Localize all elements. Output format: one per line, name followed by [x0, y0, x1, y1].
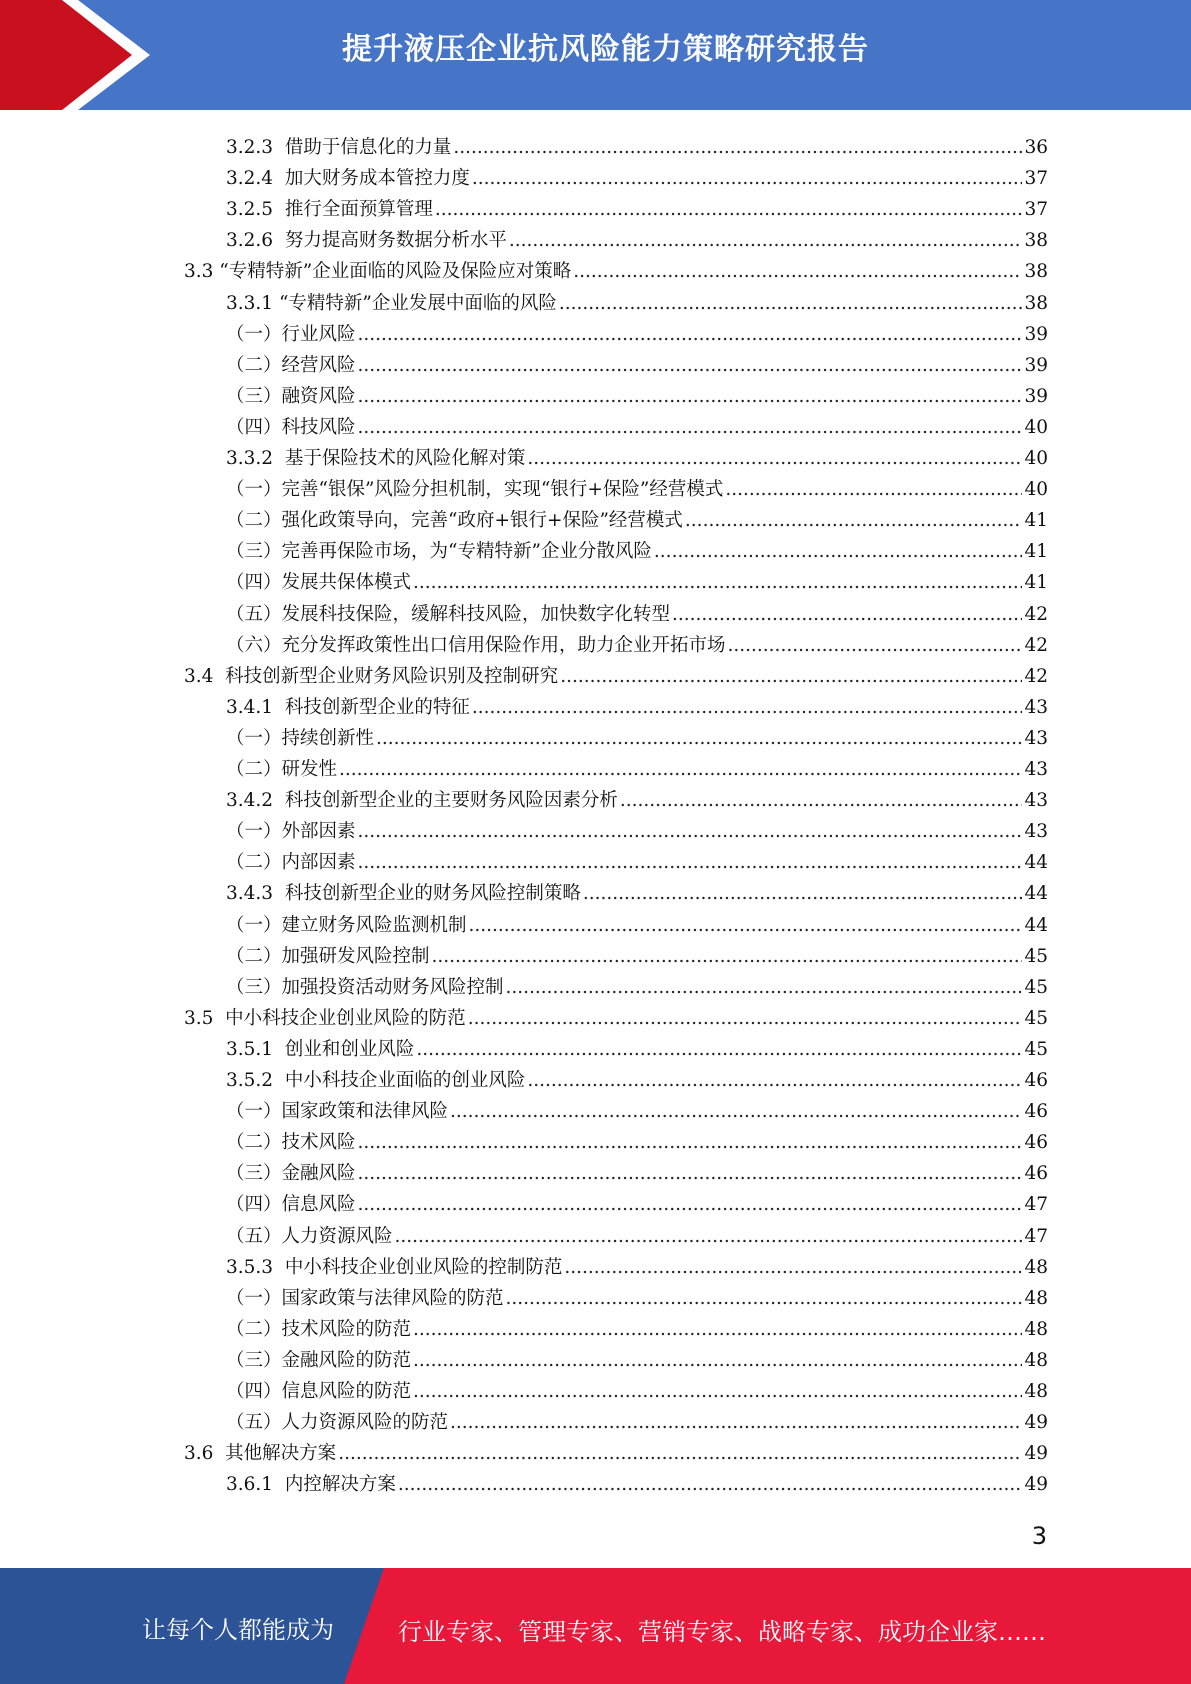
toc-entry-page: 42	[1024, 603, 1048, 625]
toc-entry[interactable]	[226, 1372, 1048, 1403]
toc-entry-title: （二）加强研发风险控制	[226, 945, 430, 967]
toc-entry-page: 46	[1024, 1070, 1048, 1091]
toc-entry-page: 43	[1024, 821, 1048, 843]
toc-entry-title: （三）融资风险	[226, 385, 356, 407]
toc-entry-title: （一）外部因素	[226, 821, 356, 843]
toc-entry-title: （二）经营风险	[226, 354, 356, 376]
toc-entry-page: 42	[1024, 665, 1048, 687]
toc-dot-leader	[358, 852, 1023, 874]
toc-entry-page: 41	[1024, 510, 1048, 532]
toc-entry-title: 3.2.5 推行全面预算管理	[226, 199, 433, 221]
toc-dot-leader	[506, 977, 1023, 999]
toc-entry[interactable]	[184, 252, 1048, 283]
toc-entry[interactable]	[226, 1341, 1048, 1372]
toc-entry-title: 3.2.4 加大财务成本管控力度	[226, 168, 470, 190]
toc-entry-page: 45	[1024, 976, 1048, 998]
toc-entry[interactable]	[226, 719, 1048, 750]
toc-dot-leader	[685, 510, 1023, 532]
toc-entry-page: 49	[1024, 1443, 1048, 1465]
toc-dot-leader	[573, 261, 1022, 283]
toc-entry[interactable]	[184, 1434, 1048, 1465]
toc-entry-page: 37	[1024, 168, 1048, 190]
toc-entry-page: 40	[1024, 448, 1048, 469]
footer-slogan-right: 行业专家、管理专家、营销专家、战略专家、成功企业家……	[398, 1618, 1046, 1646]
toc-entry[interactable]	[226, 563, 1048, 594]
toc-dot-leader	[469, 915, 1023, 937]
toc-entry-title: （三）金融风险的防范	[226, 1349, 412, 1371]
toc-entry-title: 3.6.1 内控解决方案	[226, 1474, 396, 1496]
toc-entry-page: 39	[1024, 323, 1048, 345]
toc-dot-leader	[506, 1288, 1023, 1310]
toc-entry-page: 48	[1024, 1287, 1048, 1309]
toc-entry[interactable]	[226, 1092, 1048, 1123]
toc-entry[interactable]	[226, 1154, 1048, 1185]
toc-entry-page: 39	[1024, 354, 1048, 376]
report-title: 提升液压企业抗风险能力策略研究报告	[342, 32, 869, 67]
toc-entry-title: （一）完善“银保”风险分担机制，实现“银行+保险”经营模式	[226, 479, 724, 501]
toc-entry-title: 3.4.2 科技创新型企业的主要财务风险因素分析	[226, 790, 618, 812]
toc-entry[interactable]	[226, 1279, 1048, 1310]
toc-dot-leader	[358, 324, 1023, 346]
toc-dot-leader	[358, 355, 1023, 377]
toc-entry-page: 40	[1024, 479, 1048, 501]
toc-entry[interactable]	[226, 781, 1048, 812]
toc-entry-title: （三）完善再保险市场，为“专精特新”企业分散风险	[226, 541, 652, 563]
toc-entry-page: 41	[1024, 572, 1048, 594]
toc-entry[interactable]	[226, 1217, 1048, 1248]
toc-dot-leader	[453, 137, 1022, 159]
page-number: 3	[1031, 1522, 1047, 1550]
toc-entry-title: 3.4.3 科技创新型企业的财务风险控制策略	[226, 883, 581, 905]
toc-entry-title: （一）持续创新性	[226, 727, 375, 749]
toc-entry[interactable]	[226, 843, 1048, 874]
toc-dot-leader	[728, 635, 1023, 657]
footer-slogan-left: 让每个人都能成为	[142, 1616, 334, 1644]
toc-dot-leader	[564, 1257, 1022, 1279]
toc-dot-leader	[413, 1350, 1022, 1372]
toc-dot-leader	[583, 883, 1023, 905]
page-footer	[0, 1568, 1191, 1684]
toc-entry-title: （三）加强投资活动财务风险控制	[226, 976, 504, 998]
toc-entry-page: 36	[1024, 137, 1048, 158]
toc-entry-page: 48	[1024, 1318, 1048, 1340]
toc-entry[interactable]	[226, 750, 1048, 781]
toc-dot-leader	[413, 572, 1022, 594]
toc-entry-title: 3.5.1 创业和创业风险	[226, 1038, 415, 1060]
toc-entry-title: 3.5 中小科技企业创业风险的防范	[184, 1007, 466, 1029]
toc-entry[interactable]	[184, 657, 1048, 688]
toc-entry-title: （六）充分发挥政策性出口信用保险作用，助力企业开拓市场	[226, 634, 726, 656]
toc-dot-leader	[472, 697, 1023, 719]
toc-entry-page: 49	[1024, 1474, 1048, 1496]
toc-entry[interactable]	[226, 532, 1048, 563]
toc-dot-leader	[559, 293, 1023, 315]
toc-entry[interactable]	[226, 1310, 1048, 1341]
toc-dot-leader	[472, 168, 1023, 190]
toc-entry[interactable]	[226, 1061, 1048, 1092]
toc-dot-leader	[339, 759, 1022, 781]
toc-entry[interactable]	[226, 408, 1048, 439]
toc-entry-page: 48	[1024, 1349, 1048, 1371]
toc-dot-leader	[450, 1101, 1022, 1123]
toc-entry-title: 3.2.3 借助于信息化的力量	[226, 137, 452, 158]
toc-entry-title: （五）发展科技保险，缓解科技风险，加快数字化转型	[226, 603, 671, 625]
toc-dot-leader	[358, 386, 1023, 408]
toc-entry-title: （一）行业风险	[226, 323, 356, 345]
toc-entry-page: 42	[1024, 634, 1048, 656]
toc-entry-page: 37	[1024, 199, 1048, 221]
toc-entry-title: （二）技术风险的防范	[226, 1318, 412, 1340]
toc-entry[interactable]	[226, 159, 1048, 190]
toc-entry[interactable]	[226, 470, 1048, 501]
toc-entry[interactable]	[226, 688, 1048, 719]
toc-dot-leader	[527, 448, 1022, 470]
toc-entry-title: （五）人力资源风险	[226, 1225, 393, 1247]
toc-entry-page: 45	[1024, 1038, 1048, 1060]
toc-entry-title: 3.3.2 基于保险技术的风险化解对策	[226, 448, 526, 469]
toc-dot-leader	[338, 1443, 1022, 1465]
toc-entry-page: 46	[1024, 1163, 1048, 1185]
toc-dot-leader	[468, 1008, 1023, 1030]
toc-entry-title: 3.5.3 中小科技企业创业风险的控制防范	[226, 1256, 563, 1278]
toc-entry-page: 44	[1024, 852, 1048, 874]
toc-dot-leader	[725, 479, 1022, 501]
toc-entry-title: 3.3 “专精特新”企业面临的风险及保险应对策略	[184, 261, 572, 283]
toc-entry[interactable]	[226, 501, 1048, 532]
toc-entry[interactable]	[226, 315, 1048, 346]
toc-entry-title: 3.3.1 “专精特新”企业发展中面临的风险	[226, 292, 557, 314]
page-header	[0, 0, 1191, 110]
toc-entry[interactable]	[226, 812, 1048, 843]
toc-entry[interactable]	[226, 968, 1048, 999]
toc-dot-leader	[654, 541, 1023, 563]
toc-entry[interactable]	[226, 1403, 1048, 1434]
toc-entry-page: 40	[1024, 416, 1048, 438]
toc-entry-title: （五）人力资源风险的防范	[226, 1412, 449, 1434]
toc-entry-title: （一）国家政策和法律风险	[226, 1101, 449, 1123]
toc-entry-page: 44	[1024, 914, 1048, 936]
toc-entry-title: （四）发展共保体模式	[226, 572, 412, 594]
toc-entry-page: 38	[1024, 261, 1048, 283]
toc-dot-leader	[358, 1132, 1023, 1154]
toc-entry-title: （二）强化政策导向，完善“政府+银行+保险”经营模式	[226, 510, 683, 532]
toc-entry-title: （三）金融风险	[226, 1163, 356, 1185]
toc-entry-page: 39	[1024, 385, 1048, 407]
toc-entry-title: 3.4.1 科技创新型企业的特征	[226, 696, 470, 718]
toc-entry[interactable]	[226, 128, 1048, 159]
toc-entry-title: （二）研发性	[226, 759, 338, 780]
toc-entry-title: （四）信息风险的防范	[226, 1381, 412, 1402]
toc-entry-page: 43	[1024, 727, 1048, 749]
toc-entry[interactable]	[226, 346, 1048, 377]
toc-dot-leader	[672, 604, 1022, 626]
toc-entry-title: 3.6 其他解决方案	[184, 1443, 337, 1465]
toc-dot-leader	[358, 417, 1023, 439]
toc-dot-leader	[450, 1412, 1022, 1434]
toc-entry-title: （四）科技风险	[226, 416, 356, 438]
toc-entry-page: 46	[1024, 1132, 1048, 1154]
toc-dot-leader	[416, 1039, 1022, 1061]
toc-dot-leader	[560, 666, 1022, 688]
toc-entry-page: 47	[1024, 1225, 1048, 1247]
toc-dot-leader	[395, 1226, 1023, 1248]
toc-entry-title: （一）国家政策与法律风险的防范	[226, 1287, 504, 1309]
toc-entry[interactable]	[226, 626, 1048, 657]
toc-entry[interactable]	[226, 284, 1048, 315]
toc-entry-title: 3.4 科技创新型企业财务风险识别及控制研究	[184, 665, 559, 687]
toc-entry[interactable]	[226, 874, 1048, 905]
toc-dot-leader	[435, 199, 1023, 221]
toc-entry[interactable]	[226, 1123, 1048, 1154]
toc-entry[interactable]	[184, 999, 1048, 1030]
toc-dot-leader	[509, 230, 1023, 252]
toc-dot-leader	[413, 1319, 1022, 1341]
toc-entry-title: （一）建立财务风险监测机制	[226, 914, 467, 936]
toc-dot-leader	[620, 790, 1023, 812]
toc-entry-page: 38	[1024, 292, 1048, 314]
toc-entry-title: （二）技术风险	[226, 1132, 356, 1154]
toc-dot-leader	[398, 1474, 1023, 1496]
toc-entry-page: 46	[1024, 1101, 1048, 1123]
toc-entry-page: 47	[1024, 1194, 1048, 1216]
toc-entry-page: 43	[1024, 790, 1048, 812]
toc-entry[interactable]	[226, 1465, 1048, 1496]
toc-entry[interactable]	[226, 937, 1048, 968]
toc-entry[interactable]	[226, 906, 1048, 937]
toc-entry-page: 49	[1024, 1412, 1048, 1434]
toc-entry-page: 41	[1024, 541, 1048, 563]
toc-entry-page: 43	[1024, 696, 1048, 718]
toc-entry-page: 45	[1024, 945, 1048, 967]
toc-entry[interactable]	[226, 1030, 1048, 1061]
toc-entry-title: 3.5.2 中小科技企业面临的创业风险	[226, 1070, 526, 1091]
toc-entry-page: 48	[1024, 1256, 1048, 1278]
toc-entry[interactable]	[226, 377, 1048, 408]
toc-dot-leader	[413, 1381, 1022, 1403]
toc-entry[interactable]	[226, 595, 1048, 626]
toc-dot-leader	[358, 821, 1023, 843]
toc-entry-title: （二）内部因素	[226, 852, 356, 874]
toc-entry[interactable]	[226, 1248, 1048, 1279]
toc-entry-page: 45	[1024, 1007, 1048, 1029]
toc-dot-leader	[376, 728, 1022, 750]
toc-entry[interactable]	[226, 221, 1048, 252]
toc-entry-page: 43	[1024, 759, 1048, 780]
toc-entry-title: （四）信息风险	[226, 1194, 356, 1216]
toc-entry[interactable]	[226, 190, 1048, 221]
toc-dot-leader	[358, 1163, 1023, 1185]
toc-entry-title: 3.2.6 努力提高财务数据分析水平	[226, 230, 507, 252]
toc-entry[interactable]	[226, 1185, 1048, 1216]
toc-entry-page: 38	[1024, 230, 1048, 252]
toc-dot-leader	[358, 1194, 1023, 1216]
toc-dot-leader	[527, 1070, 1022, 1092]
toc-entry[interactable]	[226, 439, 1048, 470]
toc-dot-leader	[432, 946, 1023, 968]
toc-entry-page: 44	[1024, 883, 1048, 905]
toc-entry-page: 48	[1024, 1381, 1048, 1402]
